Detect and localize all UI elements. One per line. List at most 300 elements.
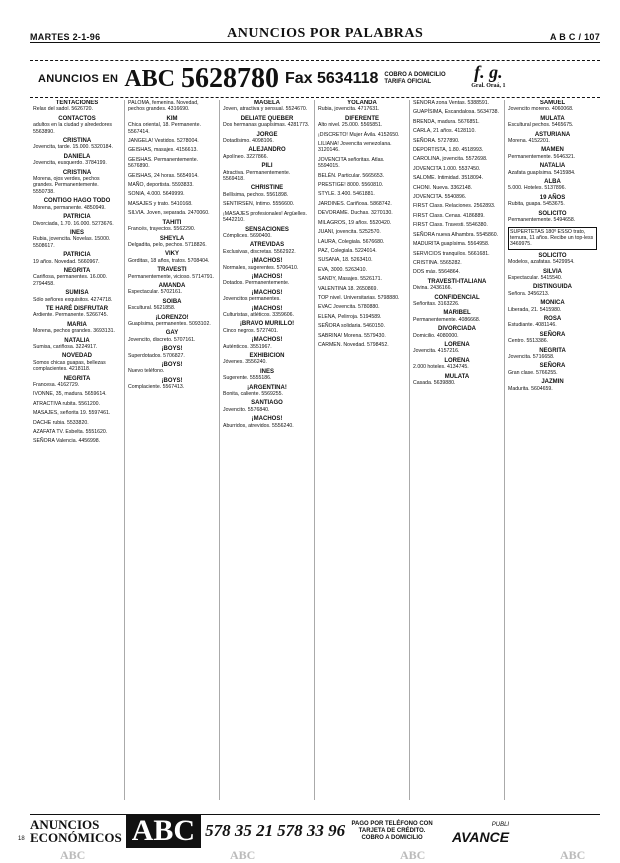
ad-heading: DIFERENTE [344, 115, 379, 122]
ad-heading: JAZMIN [541, 379, 564, 386]
classified-ad [33, 420, 121, 426]
ad-heading: DIVORCIADA [437, 326, 476, 333]
ad-text: Divina. 2436166. [413, 285, 452, 292]
ad-heading: PATRICIA [63, 252, 91, 259]
footer-brand-logo: ABC [126, 814, 201, 848]
classified-ad [413, 279, 501, 292]
classified-ad [223, 385, 311, 398]
classified-column [220, 100, 315, 800]
watermark: ABC [230, 848, 256, 862]
ad-heading: TRAVESTI [157, 267, 187, 274]
ad-text: Espectacular. 5415540. [508, 274, 563, 281]
ad-text: Gorditas, 18 años, tratos. 5708404. [128, 257, 210, 264]
ad-heading: NEGRITA [63, 375, 91, 382]
banner-brand-logo: ABC [124, 65, 175, 92]
classified-ad [318, 248, 406, 254]
ad-heading: TENTACIONES [55, 100, 99, 106]
classified-ad [33, 391, 121, 397]
classified-ad [318, 323, 406, 329]
ad-heading: NEGRITA [539, 347, 566, 354]
ad-text: Cinco negros. 5727401. [223, 327, 279, 334]
ad-text: Señoritas. 3163226. [413, 300, 460, 307]
classified-ad [318, 141, 406, 154]
classified-ad [508, 227, 597, 250]
classified-ad [508, 363, 597, 376]
avance-logo: PUBLI AVANCE [439, 819, 509, 843]
ad-heading: SOLICITO [538, 252, 567, 259]
classified-ad [318, 201, 406, 207]
classified-ad [128, 220, 216, 233]
ad-text: Modelos, azafatas. 5429954. [508, 259, 575, 266]
classified-ad [128, 362, 216, 375]
ad-text: Morena, ojos verdes, pechos grandes. Permanentemente. 5550738. [33, 176, 100, 195]
classified-ad [223, 306, 311, 319]
ad-text: Permanentemente. 5494658. [508, 217, 576, 224]
ad-heading: CONTIGO HAGO TODO [43, 198, 111, 205]
ad-heading: NOVEDAD [61, 353, 92, 360]
page-reference: A B C / 107 [550, 32, 600, 42]
ad-text: Ardiente. Permanente. 5266745. [33, 312, 108, 319]
ad-heading: MONICA [540, 300, 565, 307]
classified-ad [223, 227, 311, 240]
classified-ad [508, 132, 597, 145]
classified-ad [413, 326, 501, 339]
ad-text: SEÑORA zona Ventas. 5388591. [413, 100, 490, 106]
ad-text: Dotadísimo. 4098106. [223, 138, 274, 145]
ad-text: Culturistas, atléticos. 3359606. [223, 311, 294, 318]
classified-ad [33, 410, 121, 416]
classified-ad [508, 179, 597, 192]
ad-text: FIRST Class. Travesti. 5546380. [413, 222, 488, 229]
classified-ad [318, 342, 406, 348]
ad-text: Estudiante. 4081146. [508, 322, 557, 329]
classified-ad [413, 342, 501, 355]
ad-text: Joven, atractiva y sensual. 5524670. [223, 106, 308, 113]
ad-heading: SEÑORA [539, 363, 566, 370]
ad-heading: MAMEN [541, 147, 564, 154]
ad-text: Atractiva. Permanentemente. 5569418. [223, 169, 291, 183]
ad-heading: MULATA [540, 115, 565, 122]
classified-ad [33, 154, 121, 167]
classified-ad [223, 400, 311, 413]
classified-ad [223, 185, 311, 198]
ad-heading: INES [259, 368, 274, 375]
classified-ad [33, 290, 121, 303]
classified-column [410, 100, 505, 800]
classified-ad [33, 100, 121, 113]
classified-ad [128, 116, 216, 135]
ad-text: SEÑORA nueva Alhambra. 5545860. [413, 231, 499, 238]
ad-text: PRESTIGE! 8000. 5560810. [318, 182, 384, 189]
avance-sub: PUBLI [491, 822, 510, 828]
ad-text: Bonita, caliente. 5569255. [223, 391, 283, 398]
classified-ad [128, 173, 216, 179]
ad-text: JOVENCITA. 5540896. [413, 194, 467, 201]
ad-text: SONIA, 4.000. 5649999. [128, 191, 185, 198]
classified-ad [318, 157, 406, 170]
classified-ad [413, 295, 501, 308]
ad-text: GEISHAS, masajes. 4156613. [128, 147, 198, 154]
classified-ad [413, 166, 501, 172]
classified-ad [223, 321, 311, 334]
classified-ad [318, 191, 406, 197]
ad-heading: CHRISTINE [250, 185, 284, 192]
classified-ad [33, 268, 121, 287]
classified-ad [318, 100, 406, 113]
ads-banner [30, 60, 600, 98]
ad-text: CRISTINA. 5565282. [413, 259, 462, 266]
classified-ad [508, 211, 597, 224]
ad-text: SUPERTETAS 180º ESSO trato, ternura, 11 años. Recibe un top-less 3469975. [510, 228, 594, 248]
classified-ad [508, 163, 597, 176]
classified-ad [223, 416, 311, 429]
classified-ad [318, 239, 406, 245]
classified-ad [223, 211, 311, 224]
ad-text: SALOME. Intimidad. 3518094. [413, 175, 484, 182]
ad-text: Cómplices. 5690400. [223, 232, 272, 239]
ad-text: Morena, pechos grandes. 3693131. [33, 328, 115, 335]
ad-heading: ¡MACHOS! [251, 273, 283, 280]
classified-ad [318, 173, 406, 179]
classified-ad [413, 358, 501, 371]
ad-text: Cariñosa, permanentes. 16.000. 2794458. [33, 274, 108, 287]
ad-text: LAURA, Colegiala. 5676680. [318, 238, 385, 245]
classified-ad [318, 210, 406, 216]
ad-text: SILVIA. Joven, separada. 2470060. [128, 210, 210, 217]
classified-ad [128, 100, 216, 113]
classified-ad [33, 401, 121, 407]
ad-heading: NATALIA [539, 163, 566, 170]
classified-ad [223, 274, 311, 287]
footer-payment-note: PAGO POR TELÉFONO CON TARJETA DE CRÉDITO. COBRO A DOMICILIO [351, 820, 433, 841]
ad-text: PAZ, Colegiala. 5224014. [318, 247, 377, 254]
classified-ad [413, 147, 501, 153]
classified-ad [33, 429, 121, 435]
ad-heading: SANTIAGO [251, 400, 283, 407]
classified-ad [508, 348, 597, 361]
agency-logo: f. g. Gral. Oraá, 1 [460, 65, 516, 93]
ad-text: Jovencita, eusquerdo. 3784199. [33, 160, 107, 167]
ad-text: MILAGROS, 19 años. 5520420. [318, 219, 392, 226]
classified-ad [318, 257, 406, 263]
classified-ad [318, 276, 406, 282]
ad-text: JOVENCITA 1.000. 5537450. [413, 165, 481, 172]
ad-text: GUAPÍSIMA, Escandalosa. 5634738. [413, 109, 499, 116]
classified-ad [33, 252, 121, 265]
classified-ad [223, 290, 311, 303]
ad-heading: ¡BOYS! [161, 346, 183, 353]
ad-text: Permanentemente. 4086668. [413, 316, 481, 323]
ad-text: Morena, permanente. 4850949. [33, 204, 106, 211]
classified-ad [508, 269, 597, 282]
ad-heading: EXHIBICION [249, 353, 285, 359]
ad-text: MAÑO, deportista. 5593833. [128, 182, 194, 189]
classified-ad [128, 330, 216, 343]
ad-heading: INES [69, 229, 84, 236]
classified-ad [508, 300, 597, 313]
classified-ad [223, 100, 311, 113]
classified-ad [128, 210, 216, 216]
classified-ad [413, 374, 501, 387]
classified-column [315, 100, 410, 800]
ad-text: DACHE rubia. 5533820. [33, 419, 89, 426]
ad-heading: YOLANDA [347, 100, 377, 106]
ad-text: Jovencita. 5716658. [508, 354, 555, 360]
ad-heading: TE HARÉ DISFRUTAR [45, 305, 109, 312]
ad-text: Madurita. 5604659. [508, 385, 553, 392]
classified-ad [413, 203, 501, 209]
ad-text: Jovencito, discreto. 5707161. [128, 336, 196, 343]
ad-heading: CONFIDENCIAL [434, 294, 480, 301]
classified-ad [128, 378, 216, 391]
ad-heading: ALBA [544, 179, 561, 186]
ad-heading: SAMUEL [539, 100, 566, 106]
ad-text: Jovencito moreno. 4060068. [508, 106, 574, 113]
classified-ad [318, 132, 406, 138]
classified-ad [318, 229, 406, 235]
ad-text: Guapísima, permanentes. 5093102. [128, 320, 211, 327]
footer-label [30, 818, 122, 844]
ad-text: PALOMA, femenina. Novedad, pechos grandes. 4316690. [128, 100, 199, 113]
classified-ad [318, 304, 406, 310]
classified-ad [413, 213, 501, 219]
ad-text: Casada. 5639880. [413, 380, 456, 386]
classified-ad [33, 116, 121, 135]
ad-heading: ¡LORENZO! [155, 314, 189, 321]
classified-ad [223, 163, 311, 182]
ad-text: Exclusivas, discretas. 5562922. [223, 248, 296, 255]
ad-text: GEISHAS. Permanentemente. 5676890. [128, 156, 199, 170]
classified-ad [413, 128, 501, 134]
classified-ad [223, 369, 311, 382]
ad-text: ELENA, Pelirroja. 5194589. [318, 313, 382, 320]
ad-text: SERVICIOS tranquilos. 5661681. [413, 250, 490, 257]
ad-heading: TRAVESTI-ITALIANA [427, 278, 487, 285]
classified-ad [128, 299, 216, 312]
classified-ad [508, 116, 597, 129]
ad-text: SEÑORA Valencia. 4456998. [33, 438, 101, 445]
ad-heading: ROSA [543, 315, 562, 322]
classified-ad [33, 138, 121, 151]
ad-text: Jovencitos permanentes. [223, 296, 281, 303]
classified-ad [33, 306, 121, 319]
classified-ad [33, 230, 121, 249]
classified-ad [223, 337, 311, 350]
classified-ad [128, 346, 216, 359]
ad-text: Domicilio. 4080000. [413, 332, 459, 339]
ad-text: 19 años. Novedad. 5660967. [33, 258, 100, 265]
ad-text: BRENDA, madura. 5676851. [413, 118, 480, 125]
banner-label: ANUNCIOS EN [38, 73, 119, 85]
ad-heading: ALEJANDRO [248, 147, 286, 154]
page-number: 18 [18, 836, 25, 842]
watermark: ABC [60, 848, 86, 862]
ad-text: Jovencita. 4157216. [413, 348, 460, 355]
ad-text: AZAFATA TV. Esbelta. 5551620. [33, 429, 108, 436]
ad-text: Nuevo teléfono. [128, 368, 165, 375]
ad-heading: CRISTINA [62, 169, 92, 176]
ad-text: SEÑORA solidaria. 5460150. [318, 323, 385, 330]
ad-heading: CONTACTOS [58, 115, 96, 122]
classified-ad [128, 201, 216, 207]
ad-text: JOVENCITA señoritas. Atlas. 5594015. [318, 156, 385, 170]
ad-heading: ¡MACHOS! [251, 416, 283, 423]
classified-ad [33, 214, 121, 227]
ad-text: IVONNE, 35, madura. 5659614. [33, 391, 107, 398]
ad-heading: MARIBEL [443, 310, 471, 317]
ad-heading: ¡MACHOS! [251, 289, 283, 296]
classified-ad [413, 269, 501, 275]
classified-ad [413, 260, 501, 266]
classified-ad [413, 251, 501, 257]
ad-heading: DISTINGUIDA [533, 284, 572, 291]
ad-text: Bellísima, pechos. 5561898. [223, 191, 289, 198]
agency-address: Gral. Oraá, 1 [471, 83, 506, 89]
ad-text: Superdotados. 5706827. [128, 352, 185, 359]
classified-ad [508, 100, 597, 113]
ad-text: Chica oriental, 18. Permanente. 5567414. [128, 122, 201, 135]
issue-date: MARTES 2-1-96 [30, 32, 101, 42]
footer-phone-1: 578 35 21 [205, 821, 274, 840]
classified-ad [413, 156, 501, 162]
ad-text: Morena. 4152201. [508, 138, 551, 145]
classified-ad [318, 333, 406, 339]
ad-text: FIRST Class. Cenas. 4186889. [413, 212, 485, 219]
ad-heading: SOLICITO [538, 210, 567, 217]
ad-heading: ¡ARGENTINA! [247, 384, 287, 391]
ad-heading: ¡BOYS! [161, 362, 183, 368]
ad-text: Permanentemente, vicioso. 5714791. [128, 273, 214, 280]
ad-heading: SENSACIONES [245, 226, 289, 233]
ad-heading: SOIBA [162, 298, 182, 305]
page-header [30, 26, 600, 43]
ad-text: Jóvenes. 3556240. [223, 359, 267, 366]
banner-phone: 5628780 [180, 63, 279, 94]
ad-text: Permanentemente. 5646321. [508, 153, 576, 160]
ad-text: JUANI, jovencita. 5252570. [318, 229, 381, 236]
classified-ad [508, 147, 597, 160]
ad-text: ¡MASAJES profesionales! Argüelles. 5442210. [223, 210, 307, 224]
ad-heading: LORENA [444, 357, 470, 364]
ad-heading: NEGRITA [63, 267, 91, 274]
ad-heading: CRISTINA [62, 138, 92, 145]
ad-heading: SHEYLA [159, 235, 185, 242]
ad-text: Rubia, jovencita. Novelas. 15000. 5508617. [33, 236, 111, 249]
classified-ad [508, 316, 597, 329]
classified-column [30, 100, 125, 800]
classified-ad [318, 295, 406, 301]
ad-text: SUSANA, 18. 5263410. [318, 257, 373, 264]
ad-text: Somos chicas guapas, bellezas complacientes. 4218118. [33, 359, 106, 373]
ad-text: DEPORTISTA, 1.80. 4518993. [413, 147, 484, 154]
ad-text: 5.000. Hoteles. 5137896. [508, 185, 566, 192]
ad-heading: LORENA [444, 341, 470, 348]
classified-ad [508, 195, 597, 208]
ad-text: ¡DISCRETO! Mujer Ávila. 4152650. [318, 131, 400, 138]
ad-heading: 19 AÑOS [539, 194, 566, 201]
classified-ad [33, 170, 121, 196]
classified-ad [128, 147, 216, 153]
ad-text: JARDINES. Cariñosa. 5868742. [318, 200, 392, 207]
ad-text: Escultural pechos. 5465675. [508, 122, 574, 129]
ad-heading: SUMISA [65, 290, 89, 297]
ad-text: CHONI. Nueva. 3362148. [413, 184, 473, 191]
classified-ad [413, 138, 501, 144]
ad-heading: MAGELA [254, 100, 280, 106]
ad-heading: ¡BOYS! [161, 377, 183, 384]
ad-text: LILIANA! Jovencita venezolana. 3120146. [318, 141, 392, 154]
classified-ad [413, 222, 501, 228]
classified-column [125, 100, 220, 800]
ad-text: Sugerente. 5555186. [223, 375, 272, 382]
classified-ad [128, 157, 216, 170]
classified-ad [223, 116, 311, 129]
classified-ad [223, 132, 311, 145]
watermark: ABC [560, 848, 586, 862]
ad-heading: KIM [166, 115, 178, 122]
ad-text: Liberada, 21. 5415980. [508, 306, 562, 313]
ad-text: Rubia, jovencita. 4717631. [318, 106, 380, 113]
ad-heading: MULATA [444, 373, 470, 380]
ad-heading: GAY [165, 330, 179, 337]
classified-ad [318, 182, 406, 188]
classified-ad [33, 438, 121, 444]
classified-columns [30, 100, 600, 800]
classified-ad [128, 267, 216, 280]
ad-text: Relax del sadol. 5626720. [33, 106, 93, 113]
ad-text: Dotados. Permanentemente. [223, 280, 290, 287]
ad-heading: PILI [261, 163, 273, 170]
footer-phone-2: 578 33 96 [277, 821, 346, 840]
ad-text: Rubita, guapa. 5453675. [508, 201, 565, 208]
ad-text: Escultural. 5621858. [128, 305, 176, 312]
ad-heading: MARIA [67, 321, 87, 328]
ad-text: Espectacular. 5702161. [128, 289, 183, 296]
ad-heading: NATALIA [64, 337, 90, 344]
ad-text: DEVORAME. Duchas. 3270130. [318, 210, 393, 217]
classified-ad [318, 314, 406, 320]
ad-text: Francesa. 4162729. [33, 382, 80, 389]
classified-ad [223, 147, 311, 160]
ad-text: 2.000 hoteles. 4134745. [413, 364, 469, 371]
ad-text: Alto nivel. 25.000. 5565851. [318, 122, 383, 129]
classified-ad [33, 353, 121, 372]
ad-text: adultos en la ciudad y alrededores 5563890. [33, 122, 113, 135]
ad-heading: AMANDA [158, 282, 186, 289]
classified-ad [318, 116, 406, 129]
ad-heading: DELIATE QUEBER [240, 115, 294, 122]
classified-ad [128, 251, 216, 264]
ad-heading: ¡BRAVO MURILLO! [239, 321, 295, 328]
classified-ad [318, 286, 406, 292]
classified-ad [128, 138, 216, 144]
ad-text: Jovencita, tarde. 15.000. 5320184. [33, 144, 113, 151]
ad-heading: TAHITI [162, 219, 182, 226]
banner-fax: Fax 5634118 [284, 70, 379, 87]
ad-text: Auténticos. 3551967. [223, 343, 272, 350]
ad-text: MASAJES y trato. 5410168. [128, 200, 193, 207]
classified-ad [318, 267, 406, 273]
classified-ad [33, 338, 121, 351]
classified-ad [508, 379, 597, 392]
ad-text: CAROLINA, jovencita. 5572698. [413, 156, 488, 163]
ad-text: MASAJES, señorita 19. 5597461. [33, 410, 111, 417]
classified-ad [508, 284, 597, 297]
classified-ad [508, 332, 597, 345]
classified-ad [413, 194, 501, 200]
ad-text: SENTIRSEN, íntimo. 5556600. [223, 201, 295, 208]
classified-ad [223, 258, 311, 271]
